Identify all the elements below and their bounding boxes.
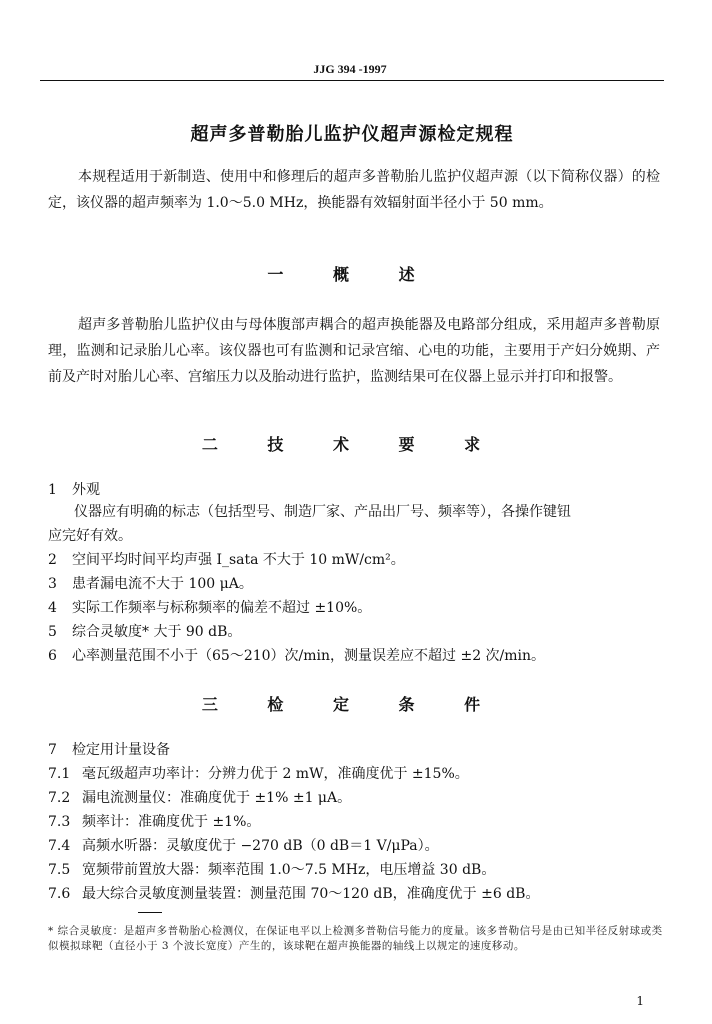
list-item: 7.6 最大综合灵敏度测量装置：测量范围 70～120 dB，准确度优于 ±6 dB。 <box>48 886 540 902</box>
list-item: 7.1 毫瓦级超声功率计：分辨力优于 2 mW，准确度优于 ±15%。 <box>48 766 469 782</box>
list-item: 3 患者漏电流不大于 100 μA。 <box>48 576 253 592</box>
page-number: 1 <box>636 994 644 1008</box>
list-item: 1 外观 <box>48 482 100 498</box>
footnote-rule <box>138 912 162 913</box>
intro-paragraph: 本规程适用于新制造、使用中和修理后的超声多普勒胎儿监护仪超声源（以下简称仪器）的检定，该仪器的超声频率为 1.0～5.0 MHz，换能器有效辐射面半径小于 50 mm。 <box>48 169 660 211</box>
document-code-header: JJG 394 -1997 <box>313 62 387 76</box>
overview-paragraph: 超声多普勒胎儿监护仪由与母体腹部声耦合的超声换能器及电路部分组成，采用超声多普勒原理，监测和记录胎儿心率。该仪器也可有监测和记录宫缩、心电的功能，主要用于产妇分娩期、产前及产时对胎儿心率、宫缩压力以及胎动进行监护，监测结果可在仪器上显示并打印和报警。 <box>48 317 660 385</box>
list-item: 5 综合灵敏度* 大于 90 dB。 <box>48 624 242 640</box>
header-rule <box>40 80 664 81</box>
list-item: 2 空间平均时间平均声强 I_sata 不大于 10 mW/cm²。 <box>48 552 405 568</box>
list-item: 4 实际工作频率与标称频率的偏差不超过 ±10%。 <box>48 600 372 616</box>
section-heading-technical-requirements: 二 技 术 要 求 <box>201 435 503 454</box>
list-item: 7.2 漏电流测量仪：准确度优于 ±1% ±1 μA。 <box>48 790 352 806</box>
list-item: 6 心率测量范围不小于（65～210）次/min，测量误差应不超过 ±2 次/min。 <box>48 648 546 664</box>
list-item: 7.5 宽频带前置放大器：频率范围 1.0～7.5 MHz，电压增益 30 dB。 <box>48 862 496 878</box>
section-heading-verification-conditions: 三 检 定 条 件 <box>201 695 503 714</box>
footnote: * 综合灵敏度：是超声多普勒胎心检测仪，在保证电平以上检测多普勒信号能力的度量。该多普勒信号是由已知半径反射球或类似模拟球靶（直径小于 3 个波长宽度）产生的，该球靶在超声换能器的轴线上以规定的速度移动。 <box>48 925 663 952</box>
section-heading-overview: 一 概 述 <box>267 265 437 284</box>
list-item: 7.4 高频水听器：灵敏度优于 −270 dB（0 dB＝1 V/μPa）。 <box>48 838 439 854</box>
list-item: 应完好有效。 <box>48 528 132 544</box>
list-item: 7 检定用计量设备 <box>48 742 170 758</box>
list-item: 7.3 频率计：准确度优于 ±1%。 <box>48 814 261 830</box>
list-item: 仪器应有明确的标志（包括型号、制造厂家、产品出厂号、频率等），各操作键钮 <box>74 504 571 520</box>
document-title: 超声多普勒胎儿监护仪超声源检定规程 <box>190 124 514 145</box>
